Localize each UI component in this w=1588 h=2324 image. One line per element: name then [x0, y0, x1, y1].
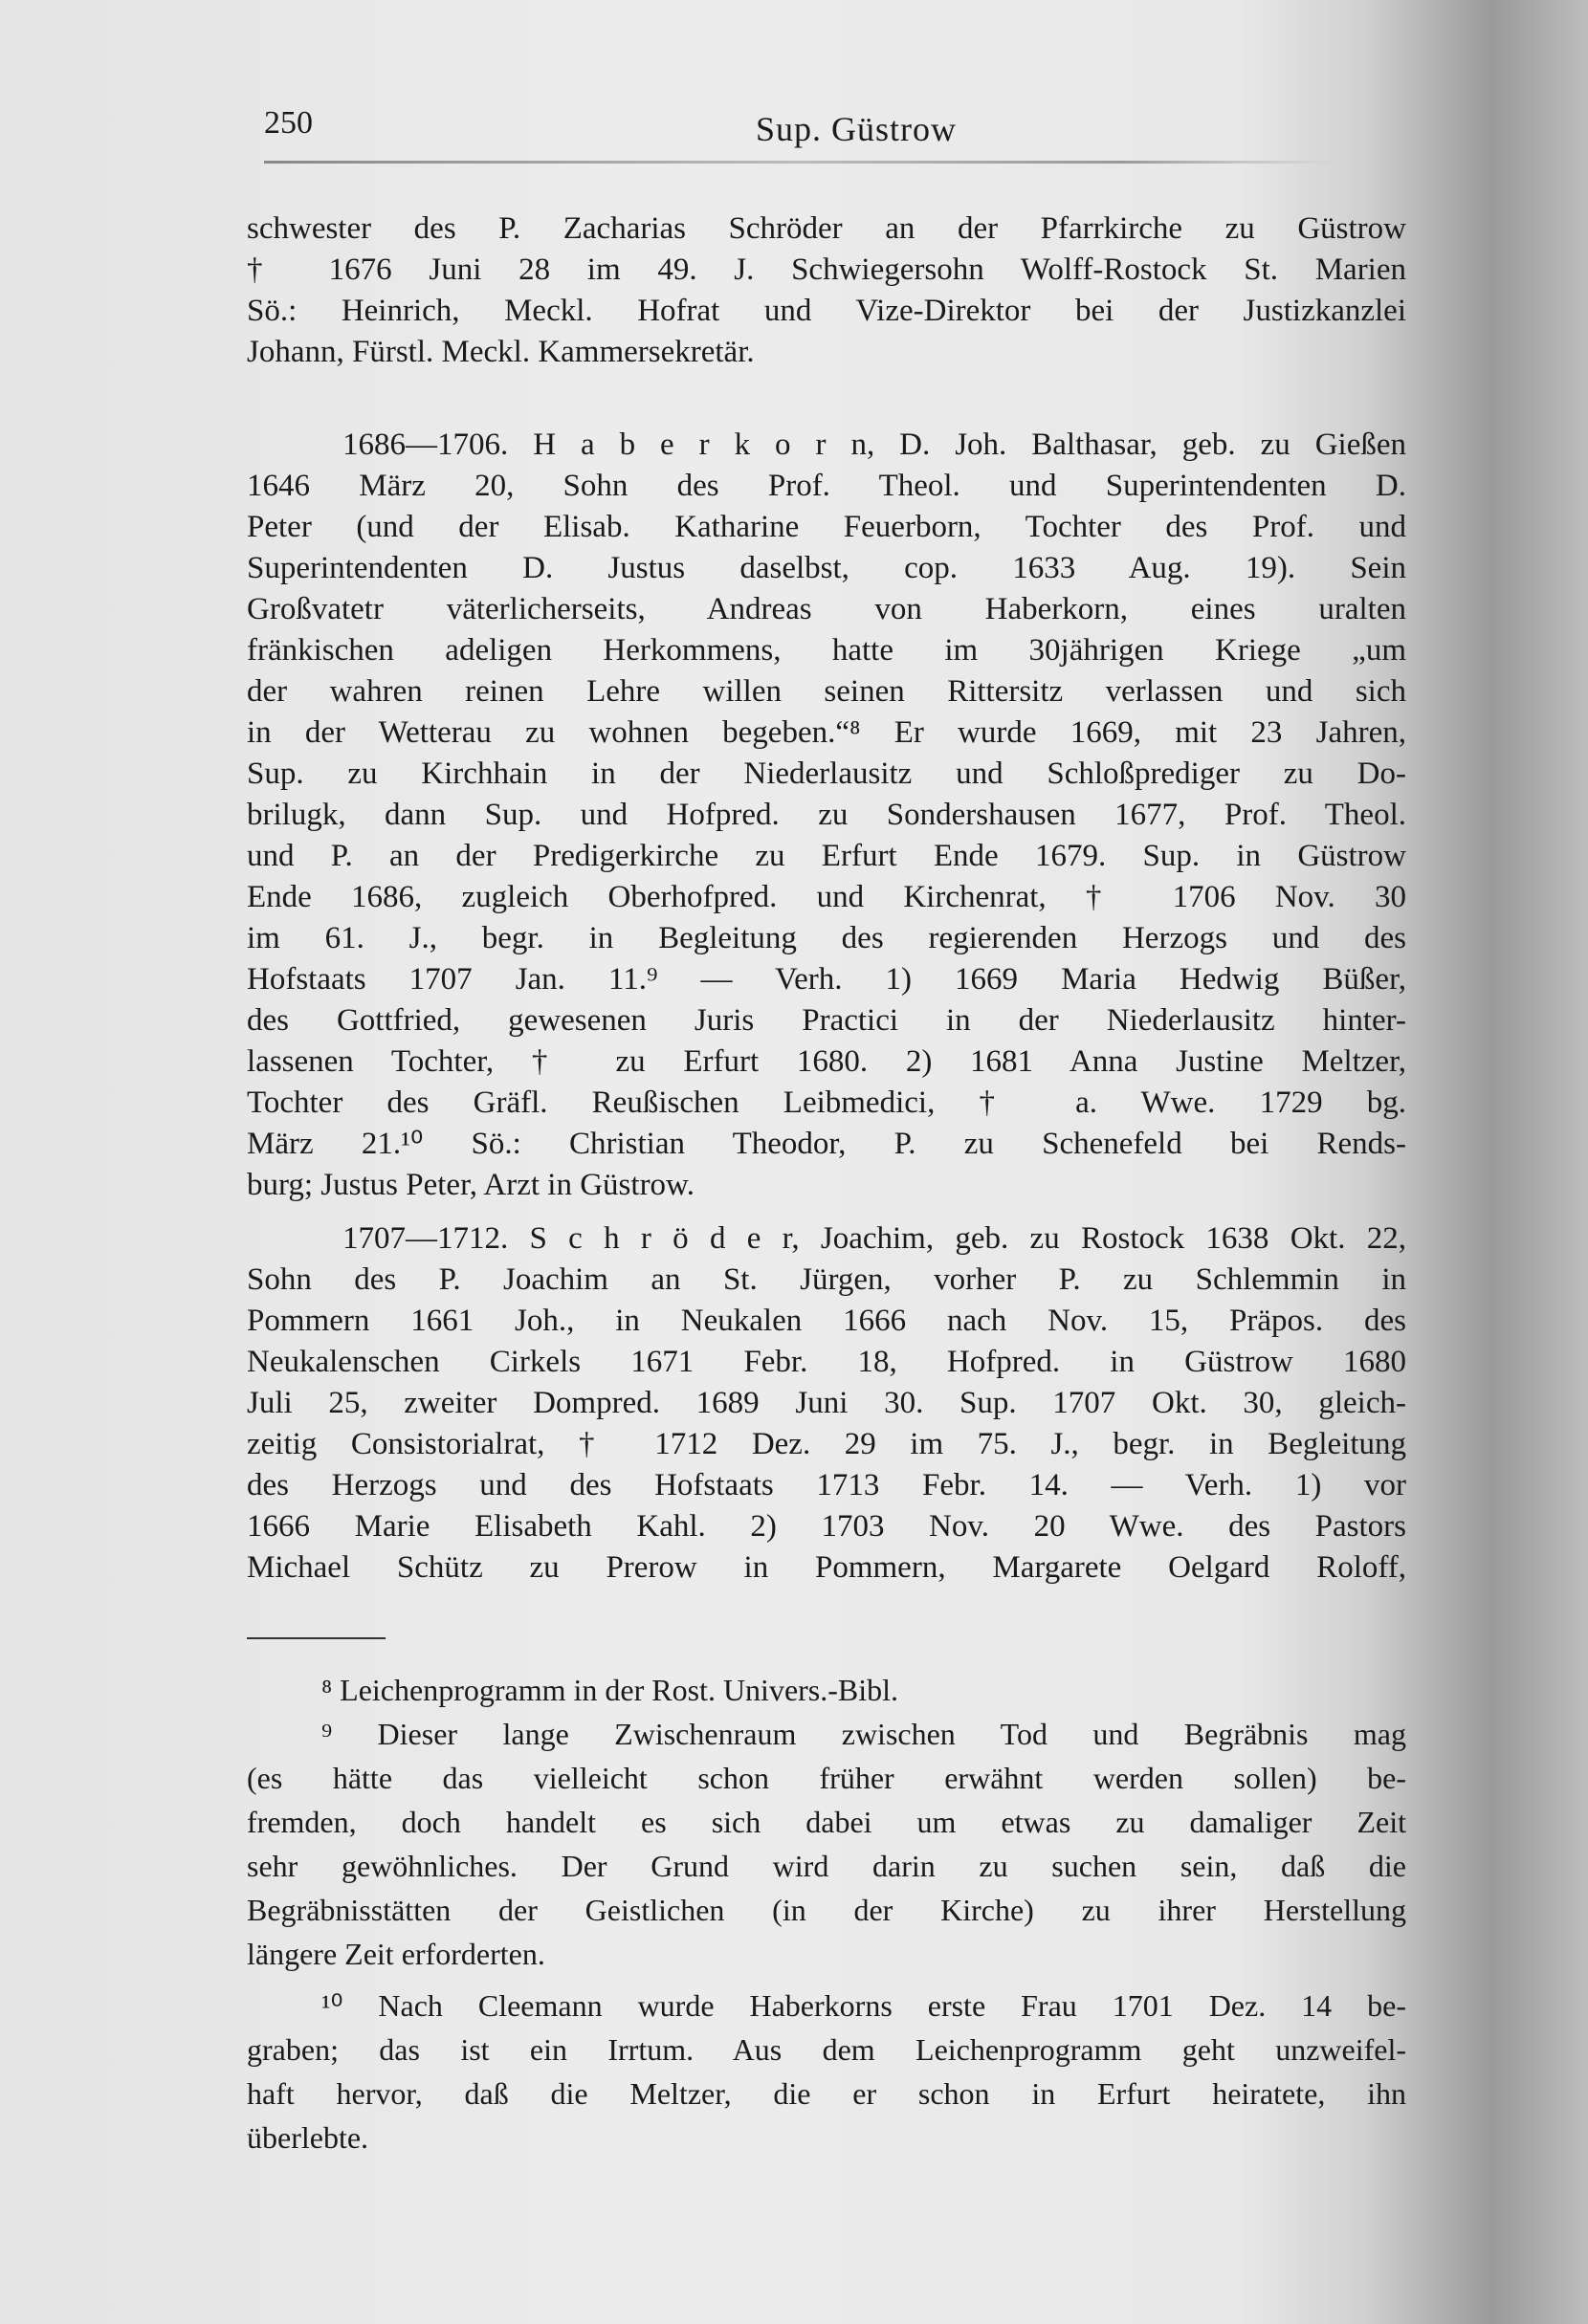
text-line: 1646 März 20, Sohn des Prof. Theol. und Superintendenten D.: [247, 469, 1406, 503]
footnote-rule: [247, 1637, 386, 1639]
text-line: haft hervor, daß die Meltzer, die er schon in Erfurt heiratete, ihn: [247, 2076, 1406, 2111]
footnote-8: [247, 1668, 1406, 1712]
text-line: im 61. J., begr. in Begleitung des regierenden Herzogs und des: [247, 921, 1406, 955]
running-head: Sup. Güstrow: [756, 110, 958, 148]
footnote-9: [247, 1712, 1406, 1976]
text-line: der wahren reinen Lehre willen seinen Rittersitz verlassen und sich: [247, 674, 1406, 709]
text-line: burg; Justus Peter, Arzt in Güstrow.: [247, 1168, 695, 1202]
text-line: zeitig Consistorialrat, † 1712 Dez. 29 im 75. J., begr. in Begleitung: [247, 1427, 1406, 1461]
text-line: ⁸ Leichenprogramm in der Rost. Univers.-Bibl.: [321, 1673, 899, 1707]
text-line: Tochter des Gräfl. Reußischen Leibmedici, † a. Wwe. 1729 bg.: [247, 1085, 1406, 1120]
text-line: ⁹ Dieser lange Zwischenraum zwischen Tod und Begräbnis mag: [321, 1717, 1406, 1751]
text-line: † 1676 Juni 28 im 49. J. Schwiegersohn Wolff-Rostock St. Marien: [247, 252, 1406, 287]
text-line: Juli 25, zweiter Dompred. 1689 Juni 30. Sup. 1707 Okt. 30, gleich-: [247, 1386, 1406, 1420]
text-line: 1666 Marie Elisabeth Kahl. 2) 1703 Nov. 20 Wwe. des Pastors: [247, 1509, 1406, 1544]
text-line: März 21.¹⁰ Sö.: Christian Theodor, P. zu Schenefeld bei Rends-: [247, 1127, 1406, 1161]
text-line: Sö.: Heinrich, Meckl. Hofrat und Vize-Direktor bei der Justizkanzlei: [247, 294, 1406, 328]
text-line: des Herzogs und des Hofstaats 1713 Febr. 14. — Verh. 1) vor: [247, 1468, 1406, 1502]
text-line: überlebte.: [247, 2120, 369, 2155]
text-line: 1707—1712. S c h r ö d e r, Joachim, geb. zu Rostock 1638 Okt. 22,: [342, 1221, 1406, 1256]
text-line: Großvatetr väterlicherseits, Andreas von Haberkorn, eines uralten: [247, 592, 1406, 626]
text-line: graben; das ist ein Irrtum. Aus dem Leichenprogramm geht unzweifel-: [247, 2032, 1406, 2067]
text-line: (es hätte das vielleicht schon früher erwähnt werden sollen) be-: [247, 1761, 1406, 1795]
text-line: Johann, Fürstl. Meckl. Kammersekretär.: [247, 335, 755, 369]
page-number: 250: [264, 105, 313, 141]
text-line: schwester des P. Zacharias Schröder an der Pfarrkirche zu Güstrow: [247, 211, 1406, 246]
text-line: fremden, doch handelt es sich dabei um etwas zu damaliger Zeit: [247, 1805, 1406, 1839]
text-line: 1686—1706. H a b e r k o r n, D. Joh. Balthasar, geb. zu Gießen: [342, 428, 1406, 462]
text-line: des Gottfried, gewesenen Juris Practici in der Niederlausitz hinter-: [247, 1003, 1406, 1038]
text-line: Pommern 1661 Joh., in Neukalen 1666 nach Nov. 15, Präpos. des: [247, 1304, 1406, 1338]
text-line: Sup. zu Kirchhain in der Niederlausitz und Schloßprediger zu Do-: [247, 756, 1406, 791]
text-line: längere Zeit erforderten.: [247, 1937, 545, 1971]
text-line: Ende 1686, zugleich Oberhofpred. und Kirchenrat, † 1706 Nov. 30: [247, 880, 1406, 914]
header-rule: [264, 161, 1335, 164]
paragraph-continuation: [247, 208, 1406, 373]
paragraph-haberkorn: [247, 425, 1406, 1206]
text-line: Michael Schütz zu Prerow in Pommern, Margarete Oelgard Roloff,: [247, 1550, 1406, 1585]
paragraph-schroeder: [247, 1218, 1406, 1589]
text-line: sehr gewöhnliches. Der Grund wird darin zu suchen sein, daß die: [247, 1849, 1406, 1883]
text-line: brilugk, dann Sup. und Hofpred. zu Sondershausen 1677, Prof. Theol.: [247, 798, 1406, 832]
text-line: fränkischen adeligen Herkommens, hatte im 30jährigen Kriege „um: [247, 633, 1406, 668]
text-line: Hofstaats 1707 Jan. 11.⁹ — Verh. 1) 1669 Maria Hedwig Büßer,: [247, 962, 1406, 997]
text-line: Neukalenschen Cirkels 1671 Febr. 18, Hofpred. in Güstrow 1680: [247, 1345, 1406, 1379]
text-line: lassenen Tochter, † zu Erfurt 1680. 2) 1681 Anna Justine Meltzer,: [247, 1044, 1406, 1079]
text-line: ¹⁰ Nach Cleemann wurde Haberkorns erste Frau 1701 Dez. 14 be-: [321, 1988, 1406, 2023]
text-line: Sohn des P. Joachim an St. Jürgen, vorher P. zu Schlemmin in: [247, 1262, 1406, 1297]
text-line: Peter (und der Elisab. Katharine Feuerborn, Tochter des Prof. und: [247, 510, 1406, 544]
footnote-10: [247, 1984, 1406, 2160]
text-line: und P. an der Predigerkirche zu Erfurt Ende 1679. Sup. in Güstrow: [247, 839, 1406, 873]
text-line: Superintendenten D. Justus daselbst, cop. 1633 Aug. 19). Sein: [247, 551, 1406, 585]
text-line: Begräbnisstätten der Geistlichen (in der Kirche) zu ihrer Herstellung: [247, 1893, 1406, 1927]
text-line: in der Wetterau zu wohnen begeben.“⁸ Er wurde 1669, mit 23 Jahren,: [247, 715, 1406, 750]
